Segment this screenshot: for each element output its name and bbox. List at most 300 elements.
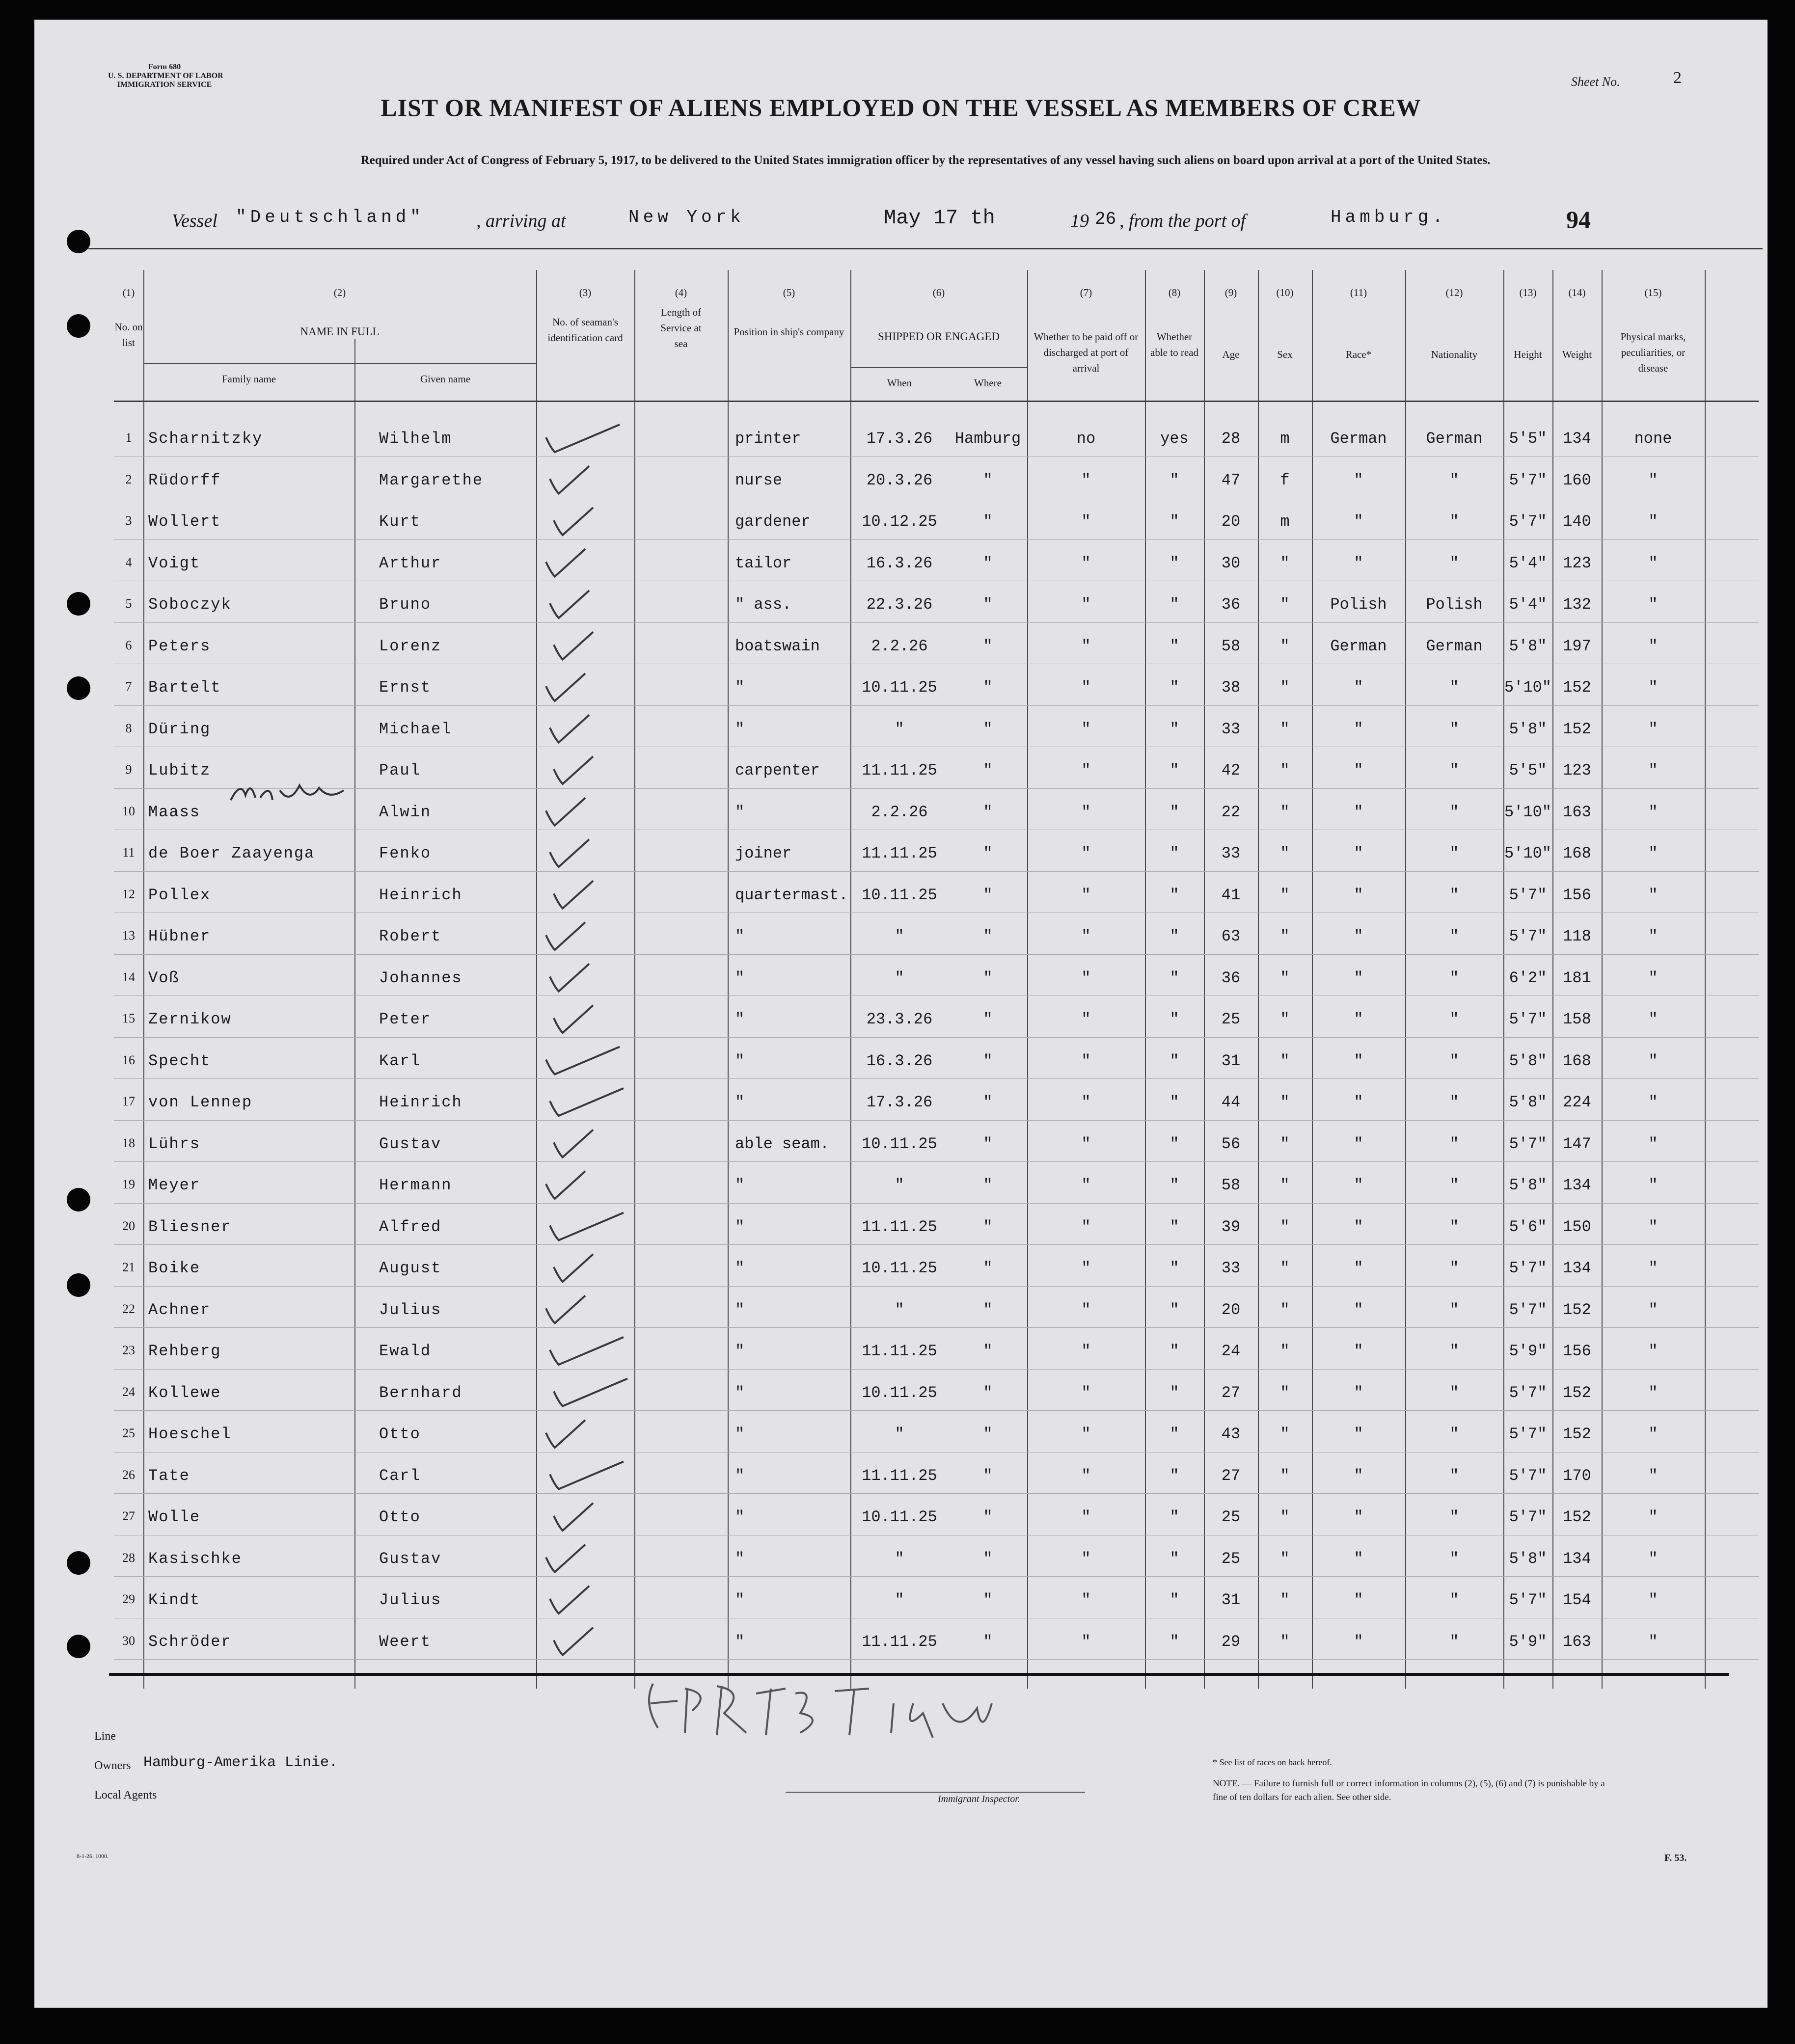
crew-able-to-read: ": [1169, 637, 1179, 655]
crew-shipped-where: ": [983, 1134, 993, 1153]
crew-height: 5'8": [1509, 1549, 1547, 1568]
crew-row-number: 28: [122, 1550, 135, 1565]
crew-shipped-when: ": [895, 1425, 904, 1443]
binder-hole: [67, 1635, 90, 1658]
crew-nationality: ": [1449, 1217, 1459, 1236]
crew-nationality: ": [1449, 678, 1459, 697]
crew-able-to-read: ": [1169, 1632, 1179, 1651]
crew-paid-off: ": [1081, 886, 1091, 904]
owners-value: Hamburg-Amerika Linie.: [143, 1754, 338, 1771]
crew-nationality: ": [1449, 720, 1459, 738]
header-col7-number: (7): [1080, 287, 1092, 298]
crew-shipped-where: ": [983, 968, 993, 987]
crew-shipped-where: ": [983, 927, 993, 945]
crew-height: 5'9": [1509, 1632, 1547, 1651]
crew-sex: ": [1280, 1466, 1290, 1485]
crew-weight: 168: [1563, 844, 1591, 862]
crew-sex: ": [1280, 1425, 1290, 1443]
owners-label: Owners: [94, 1759, 131, 1772]
check-mark: [546, 798, 585, 826]
crew-race: ": [1354, 886, 1363, 904]
crew-paid-off: ": [1081, 471, 1091, 489]
header-col14-number: (14): [1568, 287, 1586, 298]
header-col6-number: (6): [932, 287, 945, 298]
crew-physical-marks: ": [1648, 1176, 1658, 1194]
crew-physical-marks: ": [1648, 678, 1658, 697]
crew-family-name: Achner: [148, 1300, 211, 1319]
crew-age: 20: [1221, 1300, 1241, 1319]
crew-shipped-where: ": [983, 1342, 993, 1360]
crew-paid-off: ": [1081, 844, 1091, 862]
crew-family-name: Wollert: [148, 512, 221, 531]
crew-given-name: Otto: [379, 1508, 421, 1526]
crew-shipped-when: 16.3.26: [866, 554, 933, 572]
crew-row-number: 3: [125, 513, 132, 528]
line-label: Line: [94, 1730, 116, 1743]
crew-family-name: Schröder: [148, 1632, 232, 1651]
crew-race: ": [1354, 512, 1363, 531]
crew-position: ": [735, 927, 745, 945]
crew-paid-off: ": [1081, 720, 1091, 738]
crew-position: tailor: [735, 554, 792, 572]
arrival-date: May 17 th: [884, 206, 995, 230]
crew-race: ": [1354, 1466, 1363, 1485]
crew-physical-marks: ": [1648, 471, 1658, 489]
crew-given-name: Margarethe: [379, 471, 484, 489]
crew-family-name: de Boer Zaayenga: [148, 844, 315, 862]
crew-race: ": [1354, 1549, 1363, 1568]
crew-given-name: Fenko: [379, 844, 432, 862]
crew-age: 28: [1221, 430, 1241, 448]
check-mark: [550, 715, 589, 743]
crew-given-name: Otto: [379, 1425, 421, 1443]
crew-age: 27: [1221, 1383, 1241, 1402]
crew-paid-off: ": [1081, 761, 1091, 780]
crew-paid-off: ": [1081, 1300, 1091, 1319]
crew-race: ": [1354, 1508, 1363, 1526]
crew-row-number: 6: [125, 638, 132, 652]
crew-physical-marks: ": [1648, 1425, 1658, 1443]
crew-position: ": [735, 1093, 745, 1111]
crew-weight: 152: [1563, 720, 1591, 738]
form-code: F. 53.: [1664, 1853, 1687, 1863]
binder-hole: [67, 676, 90, 700]
crew-physical-marks: ": [1648, 1508, 1658, 1526]
crew-weight: 170: [1563, 1466, 1591, 1485]
crew-position: gardener: [735, 512, 811, 531]
crew-able-to-read: ": [1169, 720, 1179, 738]
crew-weight: 152: [1563, 1508, 1591, 1526]
crew-race: ": [1354, 1217, 1363, 1236]
crew-weight: 160: [1563, 471, 1591, 489]
header-col11-number: (11): [1350, 287, 1367, 298]
crew-age: 43: [1221, 1425, 1241, 1443]
crew-sex: ": [1280, 1632, 1290, 1651]
crew-able-to-read: ": [1169, 595, 1179, 614]
header-col15-number: (15): [1644, 287, 1662, 298]
header-seaman-card: No. of seaman's identification card: [547, 316, 623, 344]
crew-physical-marks: ": [1648, 1383, 1658, 1402]
crew-paid-off: ": [1081, 1383, 1091, 1402]
check-mark: [546, 425, 620, 452]
crew-race: ": [1354, 1259, 1363, 1277]
crew-race: ": [1354, 1342, 1363, 1360]
arriving-label: , arriving at: [476, 211, 566, 231]
check-mark: [550, 1586, 589, 1614]
crew-position: ": [735, 803, 745, 821]
crew-physical-marks: ": [1648, 1217, 1658, 1236]
crew-able-to-read: ": [1169, 1300, 1179, 1319]
crew-weight: 134: [1563, 1176, 1591, 1194]
crew-given-name: Robert: [379, 927, 442, 945]
crew-family-name: Kindt: [148, 1591, 201, 1609]
crew-able-to-read: ": [1169, 1217, 1179, 1236]
crew-age: 33: [1221, 1259, 1241, 1277]
crew-weight: 123: [1563, 761, 1591, 780]
crew-height: 5'7": [1509, 512, 1547, 531]
crew-shipped-where: ": [983, 886, 993, 904]
crew-age: 22: [1221, 803, 1241, 821]
crew-age: 47: [1221, 471, 1241, 489]
crew-family-name: Peters: [148, 637, 211, 655]
crew-given-name: Peter: [379, 1010, 432, 1028]
crew-position: ": [735, 1342, 745, 1360]
crew-physical-marks: ": [1648, 1134, 1658, 1153]
crew-row-number: 8: [125, 721, 132, 735]
crew-height: 5'7": [1509, 1134, 1547, 1153]
crew-weight: 197: [1563, 637, 1591, 655]
crew-shipped-when: 11.11.25: [862, 1342, 937, 1360]
crew-race: German: [1330, 430, 1387, 448]
crew-height: 5'10": [1504, 678, 1551, 697]
crew-shipped-when: 10.11.25: [862, 1134, 937, 1153]
crew-height: 5'7": [1509, 1425, 1547, 1443]
crew-height: 5'7": [1509, 1300, 1547, 1319]
vessel-name: "Deutschland": [236, 207, 425, 227]
header-family-name: Family name: [221, 373, 276, 385]
crew-height: 5'9": [1509, 1342, 1547, 1360]
crew-sex: ": [1280, 720, 1290, 738]
form-number: Form 680: [148, 63, 181, 71]
crew-shipped-when: ": [895, 1591, 904, 1609]
check-mark: [550, 1462, 624, 1489]
crew-age: 31: [1221, 1591, 1241, 1609]
crew-row-number: 21: [122, 1260, 135, 1274]
header-given-name: Given name: [420, 373, 471, 385]
crew-manifest-table: [114, 270, 1759, 1689]
header-position: Position in ship's company: [734, 326, 844, 338]
crew-sex: ": [1280, 927, 1290, 945]
crew-shipped-when: 11.11.25: [862, 1217, 937, 1236]
crew-sex: ": [1280, 761, 1290, 780]
crew-physical-marks: ": [1648, 886, 1658, 904]
crew-height: 5'10": [1504, 803, 1551, 821]
crew-nationality: ": [1449, 1300, 1459, 1319]
crew-height: 5'8": [1509, 1176, 1547, 1194]
crew-height: 5'7": [1509, 1259, 1547, 1277]
crew-age: 25: [1221, 1508, 1241, 1526]
crew-race: ": [1354, 1010, 1363, 1028]
crew-weight: 118: [1563, 927, 1591, 945]
crew-position: ": [735, 1010, 745, 1028]
crew-position: quartermast.: [735, 886, 848, 904]
crew-nationality: Polish: [1426, 595, 1483, 614]
crew-sex: ": [1280, 554, 1290, 572]
crew-physical-marks: ": [1648, 512, 1658, 531]
crew-sex: ": [1280, 1508, 1290, 1526]
crew-height: 5'7": [1509, 1508, 1547, 1526]
crew-row-number: 18: [122, 1135, 135, 1150]
crew-physical-marks: ": [1648, 1259, 1658, 1277]
crew-sex: ": [1280, 844, 1290, 862]
header-col4-number: (4): [675, 287, 687, 298]
crew-sex: m: [1280, 430, 1290, 448]
header-paid-off: Whether to be paid off or discharged at port of arrival: [1033, 331, 1139, 374]
crew-height: 5'7": [1509, 1466, 1547, 1485]
crew-row-number: 20: [122, 1218, 135, 1233]
crew-age: 38: [1221, 678, 1241, 697]
header-age: Age: [1222, 349, 1240, 360]
crew-age: 58: [1221, 1176, 1241, 1194]
crew-physical-marks: ": [1648, 803, 1658, 821]
crew-height: 5'8": [1509, 1051, 1547, 1070]
crew-paid-off: ": [1081, 1051, 1091, 1070]
crew-shipped-when: 10.11.25: [862, 886, 937, 904]
crew-age: 25: [1221, 1010, 1241, 1028]
crew-given-name: Julius: [379, 1300, 442, 1319]
handwritten-checkmarks: [114, 270, 1759, 1689]
header-length-service: Length of Service at sea: [660, 306, 702, 350]
crew-position: ": [735, 1217, 745, 1236]
crew-sex: ": [1280, 968, 1290, 987]
crew-nationality: ": [1449, 1259, 1459, 1277]
crew-able-to-read: ": [1169, 554, 1179, 572]
crew-height: 5'7": [1509, 471, 1547, 489]
crew-row-number: 7: [125, 679, 132, 694]
header-where: Where: [974, 377, 1002, 389]
crew-sex: ": [1280, 595, 1290, 614]
crew-sex: m: [1280, 512, 1290, 531]
crew-row-number: 15: [122, 1011, 135, 1025]
header-col10-number: (10): [1276, 287, 1294, 298]
crew-nationality: ": [1449, 1342, 1459, 1360]
crew-position: able seam.: [735, 1134, 830, 1153]
crew-able-to-read: ": [1169, 1466, 1179, 1485]
header-col5-number: (5): [783, 287, 795, 298]
header-shipped-engaged: SHIPPED OR ENGAGED: [878, 330, 1000, 343]
header-col8-number: (8): [1168, 287, 1181, 298]
crew-nationality: ": [1449, 844, 1459, 862]
crew-shipped-where: ": [983, 1383, 993, 1402]
header-col13-number: (13): [1519, 287, 1537, 298]
crew-physical-marks: ": [1648, 1300, 1658, 1319]
crew-able-to-read: ": [1169, 1425, 1179, 1443]
crew-family-name: Lubitz: [148, 761, 211, 780]
crew-family-name: Rehberg: [148, 1342, 221, 1360]
vessel-label: Vessel: [172, 211, 218, 231]
crew-row-number: 1: [125, 430, 132, 445]
crew-position: printer: [735, 430, 801, 448]
crew-weight: 150: [1563, 1217, 1591, 1236]
crew-given-name: Paul: [379, 761, 421, 780]
crew-nationality: ": [1449, 1176, 1459, 1194]
crew-paid-off: ": [1081, 803, 1091, 821]
crew-given-name: Gustav: [379, 1134, 442, 1153]
crew-physical-marks: none: [1634, 430, 1672, 448]
crew-given-name: August: [379, 1259, 442, 1277]
crew-row-number: 30: [122, 1633, 135, 1648]
crew-row-number: 22: [122, 1301, 135, 1316]
crew-able-to-read: ": [1169, 1093, 1179, 1111]
crew-height: 5'10": [1504, 844, 1551, 862]
crew-height: 5'7": [1509, 927, 1547, 945]
check-mark: [546, 1047, 620, 1075]
crew-nationality: ": [1449, 1134, 1459, 1153]
check-mark: [554, 508, 593, 535]
crew-shipped-where: ": [983, 678, 993, 697]
check-mark: [554, 881, 593, 909]
sheet-number-label: Sheet No.: [1571, 75, 1620, 89]
crew-paid-off: ": [1081, 1632, 1091, 1651]
crew-shipped-when: ": [895, 968, 904, 987]
crew-able-to-read: ": [1169, 1591, 1179, 1609]
immigrant-inspector-label: Immigrant Inspector.: [938, 1794, 1020, 1804]
check-mark: [554, 1005, 593, 1033]
crew-age: 36: [1221, 968, 1241, 987]
crew-race: ": [1354, 1591, 1363, 1609]
crew-able-to-read: ": [1169, 761, 1179, 780]
crew-paid-off: ": [1081, 637, 1091, 655]
crew-shipped-when: 11.11.25: [862, 1632, 937, 1651]
crew-family-name: Hübner: [148, 927, 211, 945]
crew-age: 58: [1221, 637, 1241, 655]
crew-physical-marks: ": [1648, 595, 1658, 614]
crew-shipped-where: Hamburg: [954, 430, 1021, 448]
page-title: LIST OR MANIFEST OF ALIENS EMPLOYED ON THE VESSEL AS MEMBERS OF CREW: [381, 94, 1421, 121]
year-prefix: 19: [1070, 211, 1089, 231]
crew-age: 20: [1221, 512, 1241, 531]
crew-given-name: Carl: [379, 1466, 421, 1485]
crew-row-number: 23: [122, 1343, 135, 1357]
crew-paid-off: ": [1081, 1217, 1091, 1236]
crew-shipped-when: 10.11.25: [862, 1508, 937, 1526]
crew-weight: 224: [1563, 1093, 1591, 1111]
crew-shipped-when: ": [895, 1300, 904, 1319]
crew-age: 31: [1221, 1051, 1241, 1070]
crew-shipped-when: ": [895, 1176, 904, 1194]
crew-position: ": [735, 1508, 745, 1526]
form-header: [108, 63, 221, 89]
header-sex: Sex: [1277, 349, 1293, 360]
check-mark: [554, 756, 593, 784]
crew-given-name: Ewald: [379, 1342, 432, 1360]
crew-nationality: ": [1449, 1632, 1459, 1651]
binder-hole: [67, 1273, 90, 1297]
crew-family-name: Hoeschel: [148, 1425, 232, 1443]
crew-paid-off: no: [1076, 430, 1096, 448]
crew-race: ": [1354, 1051, 1363, 1070]
crew-shipped-where: ": [983, 1217, 993, 1236]
crew-shipped-where: ": [983, 1632, 993, 1651]
header-physical-marks: Physical marks, peculiarities, or disease: [1620, 331, 1686, 374]
crew-physical-marks: ": [1648, 927, 1658, 945]
check-mark: [554, 1254, 593, 1282]
crew-paid-off: ": [1081, 554, 1091, 572]
check-mark: [546, 1545, 585, 1572]
crew-shipped-where: ": [983, 803, 993, 821]
check-mark: [554, 632, 593, 660]
crew-physical-marks: ": [1648, 1632, 1658, 1651]
crew-physical-marks: ": [1648, 761, 1658, 780]
crew-able-to-read: ": [1169, 1010, 1179, 1028]
crew-family-name: Pollex: [148, 886, 211, 904]
crew-race: ": [1354, 761, 1363, 780]
crew-nationality: ": [1449, 554, 1459, 572]
crew-shipped-where: ": [983, 761, 993, 780]
crew-nationality: ": [1449, 761, 1459, 780]
crew-shipped-where: ": [983, 1051, 993, 1070]
crew-sex: ": [1280, 1134, 1290, 1153]
crew-able-to-read: ": [1169, 927, 1179, 945]
crew-height: 5'7": [1509, 886, 1547, 904]
check-mark: [554, 1503, 593, 1531]
crew-age: 56: [1221, 1134, 1241, 1153]
crew-nationality: ": [1449, 803, 1459, 821]
crew-age: 44: [1221, 1093, 1241, 1111]
requirement-text: Required under Act of Congress of February 5, 1917, to be delivered to the United States immigration officer by the representatives of any vessel having such aliens on board upon arrival at a port of the United States.: [360, 154, 1491, 167]
crew-row-number: 2: [125, 472, 132, 486]
header-weight: Weight: [1562, 349, 1592, 360]
crew-shipped-when: 11.11.25: [862, 844, 937, 862]
crew-row-number: 12: [122, 887, 135, 901]
crew-family-name: von Lennep: [148, 1093, 253, 1111]
header-col12-number: (12): [1445, 287, 1463, 298]
crew-race: ": [1354, 1134, 1363, 1153]
crew-age: 36: [1221, 595, 1241, 614]
header-no-on-list: No. on list: [114, 321, 143, 349]
crew-position: ": [735, 1051, 745, 1070]
crew-shipped-when: 20.3.26: [866, 471, 933, 489]
crew-weight: 147: [1563, 1134, 1591, 1153]
crew-position: nurse: [735, 471, 783, 489]
crew-shipped-where: ": [983, 1093, 993, 1111]
crew-height: 5'8": [1509, 1093, 1547, 1111]
crew-given-name: Hermann: [379, 1176, 452, 1194]
crew-position: ": [735, 1176, 745, 1194]
crew-position: ": [735, 1466, 745, 1485]
check-mark: [550, 1337, 624, 1365]
crew-family-name: Specht: [148, 1051, 211, 1070]
crew-shipped-when: 16.3.26: [866, 1051, 933, 1070]
crew-shipped-where: ": [983, 844, 993, 862]
crew-given-name: Weert: [379, 1632, 432, 1651]
crew-weight: 134: [1563, 430, 1591, 448]
crew-age: 27: [1221, 1466, 1241, 1485]
crew-weight: 134: [1563, 1259, 1591, 1277]
crew-family-name: Scharnitzky: [148, 430, 263, 448]
check-mark: [550, 964, 589, 992]
crew-height: 5'6": [1509, 1217, 1547, 1236]
crew-physical-marks: ": [1648, 1466, 1658, 1485]
crew-position: ": [735, 1383, 745, 1402]
crew-paid-off: ": [1081, 595, 1091, 614]
crew-height: 5'7": [1509, 1383, 1547, 1402]
crew-paid-off: ": [1081, 678, 1091, 697]
print-mark: 8-1-26. 1000.: [77, 1853, 109, 1859]
crew-paid-off: ": [1081, 512, 1091, 531]
crew-height: 5'7": [1509, 1010, 1547, 1028]
crew-sex: ": [1280, 1549, 1290, 1568]
